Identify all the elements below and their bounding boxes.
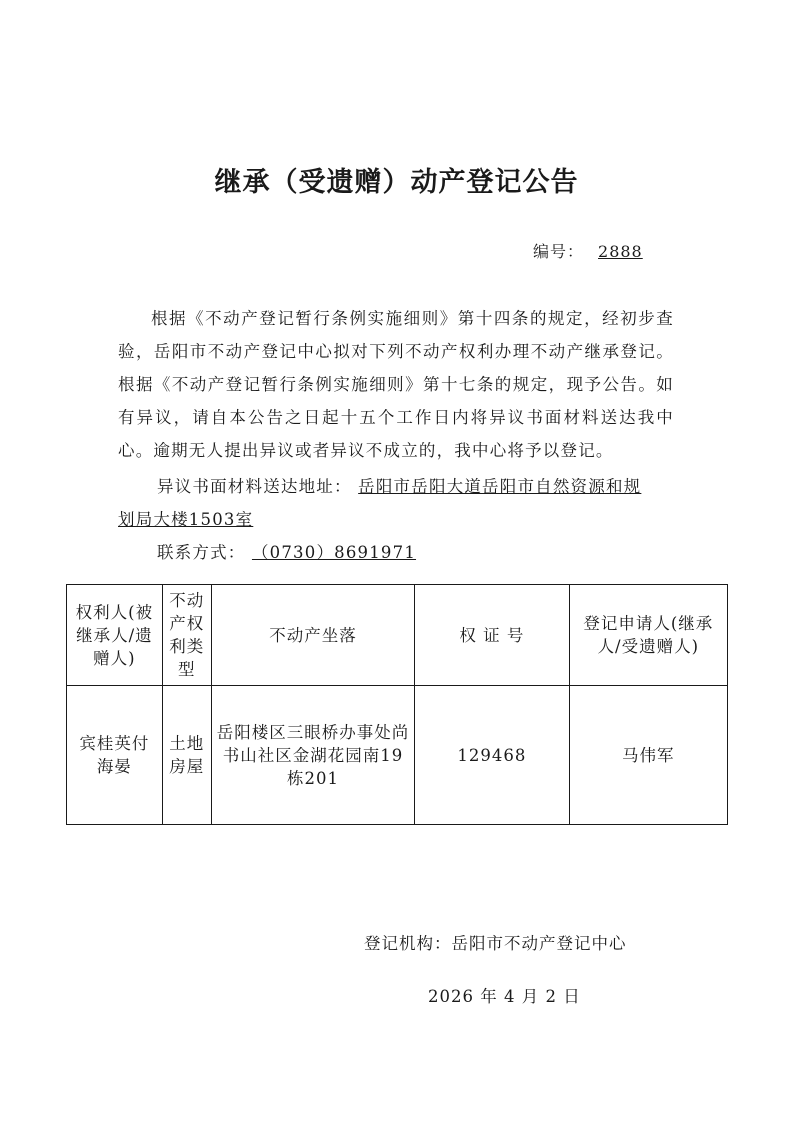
table-header-row (67, 585, 728, 686)
document-number-value: 2888 (598, 242, 643, 261)
header-right-type: 不动产权利类型 (162, 585, 211, 686)
registration-table (66, 584, 728, 825)
contact-info (157, 536, 436, 569)
cell-cert-no: 129468 (415, 686, 569, 825)
document-number (533, 239, 643, 262)
cell-location: 岳阳楼区三眼桥办事处尚书山社区金湖花园南19栋201 (211, 686, 414, 825)
objection-address-value-2: 划局大楼1503室 (118, 510, 254, 529)
notice-paragraph: 根据《不动产登记暂行条例实施细则》第十四条的规定，经初步查验，岳阳市不动产登记中心拟对下列不动产权利办理不动产继承登记。根据《不动产登记暂行条例实施细则》第十七条的规定，现予公告。如有异议，请自本公告之日起十五个工作日内将异议书面材料送达我中心。逾期无人提出异议或者异议不成立的，我中心将予以登记。 (118, 309, 674, 460)
header-rights-holder: 权利人(被继承人/遗赠人) (67, 585, 163, 686)
contact-label: 联系方式： (157, 543, 246, 562)
objection-address-continued (118, 503, 253, 536)
objection-address (157, 470, 641, 503)
cell-right-type: 土地房屋 (162, 686, 211, 825)
document-number-label: 编号： (533, 242, 585, 261)
header-location: 不动产坐落 (211, 585, 414, 686)
notice-date: 2026 年 4 月 2 日 (428, 987, 581, 1006)
registration-authority: 登记机构：岳阳市不动产登记中心 (364, 934, 627, 953)
cell-rights-holder: 宾桂英付海晏 (67, 686, 163, 825)
header-applicant: 登记申请人(继承人/受遗赠人) (569, 585, 727, 686)
page-title: 继承（受遗赠）动产登记公告 (214, 167, 579, 198)
table-row (67, 686, 728, 825)
cell-applicant: 马伟军 (569, 686, 727, 825)
objection-address-label: 异议书面材料送达地址： (157, 477, 352, 496)
objection-address-value-1: 岳阳市岳阳大道岳阳市自然资源和规 (358, 477, 642, 496)
contact-value: （0730）8691971 (251, 543, 417, 562)
header-cert-no: 权 证 号 (415, 585, 569, 686)
